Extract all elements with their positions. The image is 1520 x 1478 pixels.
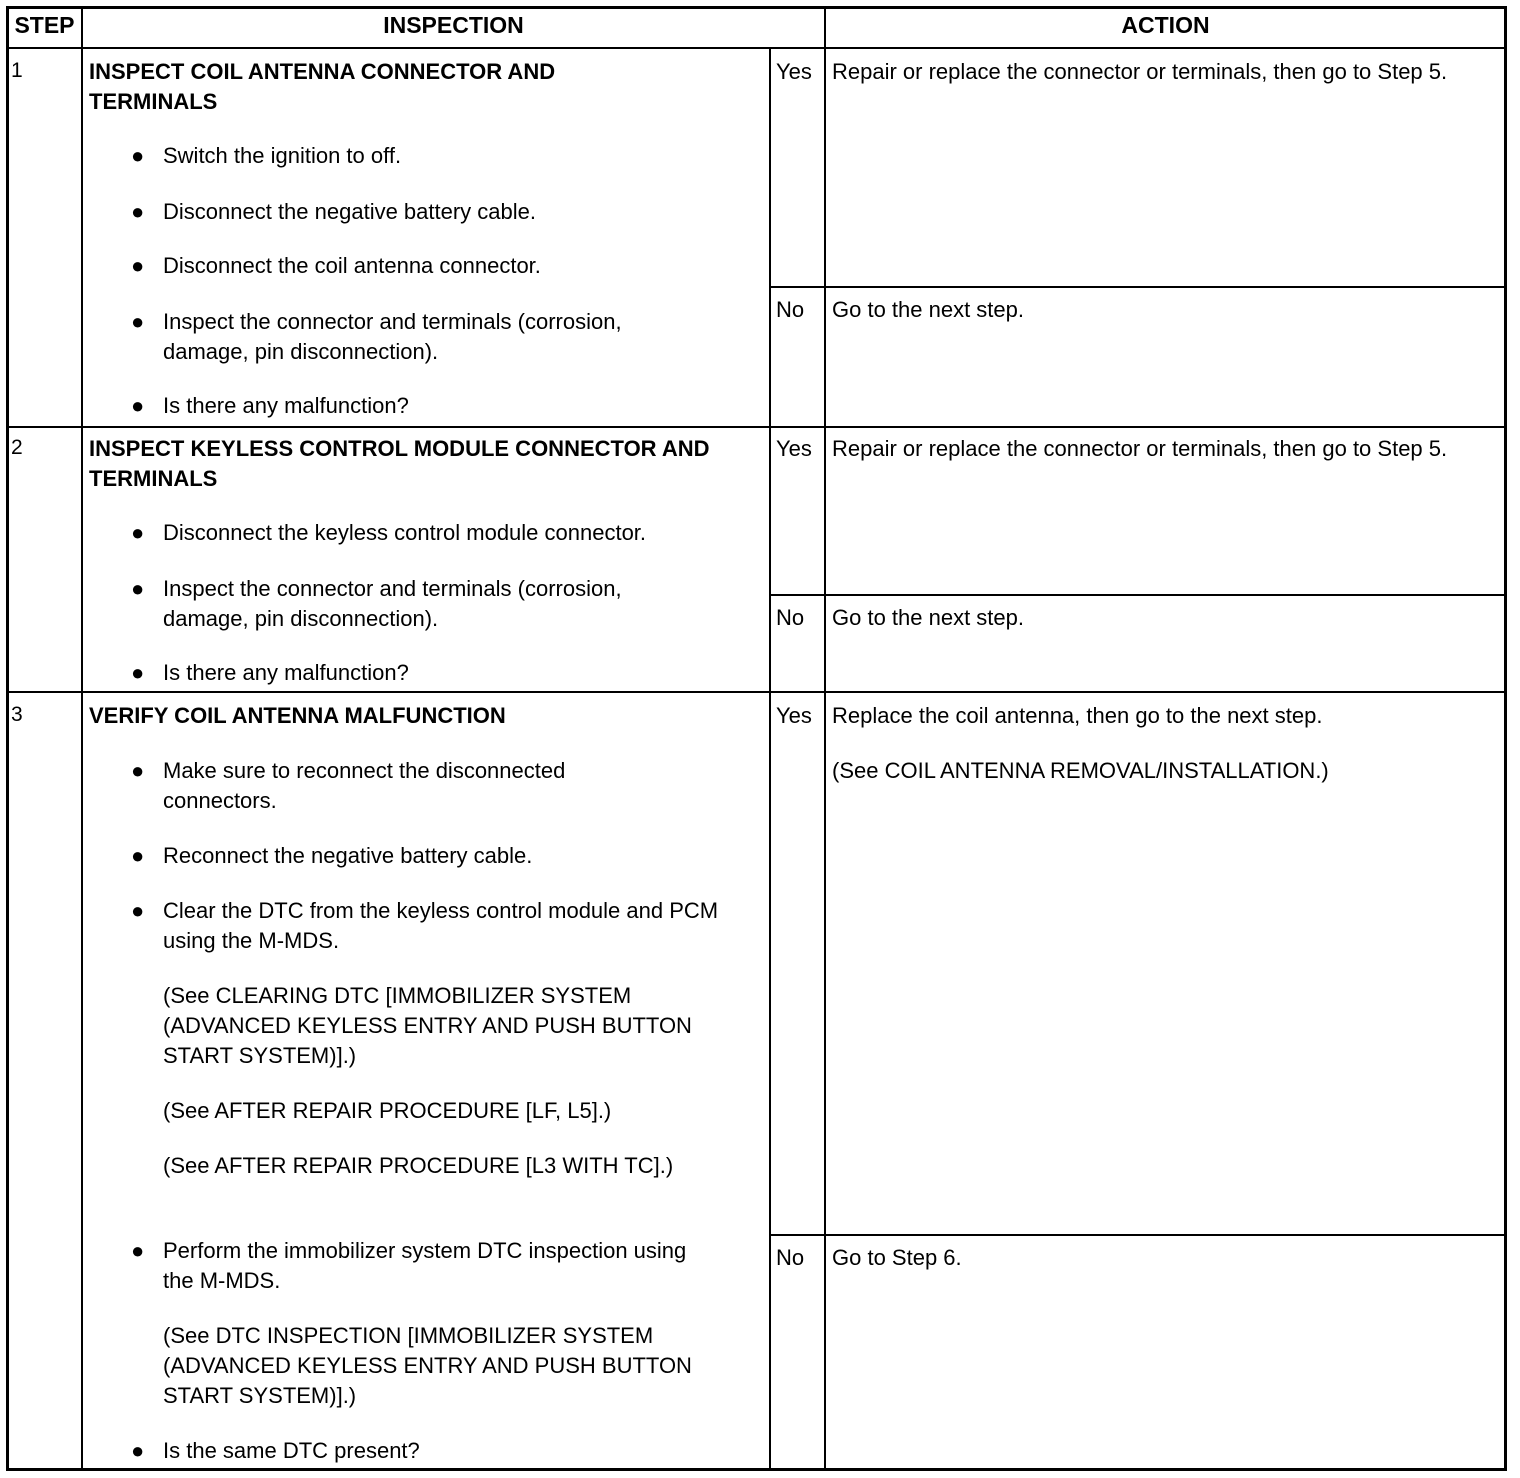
step-title: INSPECT COIL ANTENNA CONNECTOR AND TERMINALS: [89, 59, 556, 114]
bullet-icon: ●: [131, 143, 145, 168]
yes-action: Repair or replace the connector or terminals, then go to Step 5.: [832, 59, 1448, 84]
inspection-item: Disconnect the coil antenna connector.: [163, 253, 541, 278]
reference-note: (See DTC INSPECTION [IMMOBILIZER SYSTEM (ADVANCED KEYLESS ENTRY AND PUSH BUTTON START SYSTEM)].): [163, 1323, 692, 1408]
inspection-item: Inspect the connector and terminals (corrosion, damage, pin disconnection).: [163, 576, 622, 631]
bullet-icon: ●: [131, 309, 145, 334]
reference-note: (See CLEARING DTC [IMMOBILIZER SYSTEM (ADVANCED KEYLESS ENTRY AND PUSH BUTTON START SYSTEM)].): [163, 983, 692, 1068]
bullet-icon: ●: [131, 520, 145, 545]
header-divider: [8, 47, 1505, 49]
step-title: INSPECT KEYLESS CONTROL MODULE CONNECTOR AND TERMINALS: [89, 436, 710, 491]
yes-label: Yes: [776, 703, 812, 728]
inspection-item: Is there any malfunction?: [163, 393, 409, 418]
step-number: 2: [11, 436, 23, 459]
bullet-icon: ●: [131, 660, 145, 685]
inspection-item: Switch the ignition to off.: [163, 143, 402, 168]
bullet-icon: ●: [131, 576, 145, 601]
reference-note: (See AFTER REPAIR PROCEDURE [L3 WITH TC].): [163, 1153, 674, 1178]
bullet-icon: ●: [131, 898, 145, 923]
inspection-yesno-divider: [769, 47, 771, 1469]
bullet-icon: ●: [131, 393, 145, 418]
header-step: STEP: [14, 12, 75, 38]
bullet-icon: ●: [131, 1438, 145, 1463]
yes-no-divider-2: [771, 594, 1505, 596]
yesno-action-divider: [824, 47, 826, 1469]
inspection-item: Reconnect the negative battery cable.: [163, 843, 533, 868]
no-action: Go to Step 6.: [832, 1245, 962, 1270]
reference-note: (See AFTER REPAIR PROCEDURE [LF, L5].): [163, 1098, 612, 1123]
step-column-divider: [81, 8, 83, 1469]
step-title: VERIFY COIL ANTENNA MALFUNCTION: [89, 703, 506, 728]
bullet-icon: ●: [131, 199, 145, 224]
inspection-item: Is there any malfunction?: [163, 660, 409, 685]
yes-label: Yes: [776, 436, 812, 461]
no-label: No: [776, 1245, 805, 1270]
yes-no-divider-3: [771, 1234, 1505, 1236]
inspection-item: Disconnect the keyless control module connector.: [163, 520, 647, 545]
row-divider-1: [8, 426, 1505, 428]
bullet-icon: ●: [131, 1238, 145, 1263]
inspection-item: Clear the DTC from the keyless control module and PCM using the M-MDS.: [163, 898, 719, 953]
inspection-item: Is the same DTC present?: [163, 1438, 420, 1463]
step-number: 1: [11, 59, 23, 82]
inspection-item: Inspect the connector and terminals (corrosion, damage, pin disconnection).: [163, 309, 622, 364]
bullet-icon: ●: [131, 758, 145, 783]
bullet-icon: ●: [131, 843, 145, 868]
yes-label: Yes: [776, 59, 812, 84]
yes-no-divider-1: [771, 286, 1505, 288]
inspection-item: Perform the immobilizer system DTC inspection using the M-MDS.: [163, 1238, 687, 1293]
bullet-icon: ●: [131, 253, 145, 278]
yes-action-reference: (See COIL ANTENNA REMOVAL/INSTALLATION.): [832, 758, 1329, 783]
row-divider-2: [8, 691, 1505, 693]
inspection-item: Disconnect the negative battery cable.: [163, 199, 537, 224]
yes-action: Repair or replace the connector or terminals, then go to Step 5.: [832, 436, 1448, 461]
inspection-item: Make sure to reconnect the disconnected connectors.: [163, 758, 566, 813]
header-inspection: INSPECTION: [383, 12, 524, 38]
no-label: No: [776, 297, 805, 322]
step-number: 3: [11, 703, 23, 726]
no-action: Go to the next step.: [832, 605, 1025, 630]
no-label: No: [776, 605, 805, 630]
no-action: Go to the next step.: [832, 297, 1025, 322]
header-action: ACTION: [1121, 12, 1210, 38]
yes-action: Replace the coil antenna, then go to the next step.: [832, 703, 1323, 728]
